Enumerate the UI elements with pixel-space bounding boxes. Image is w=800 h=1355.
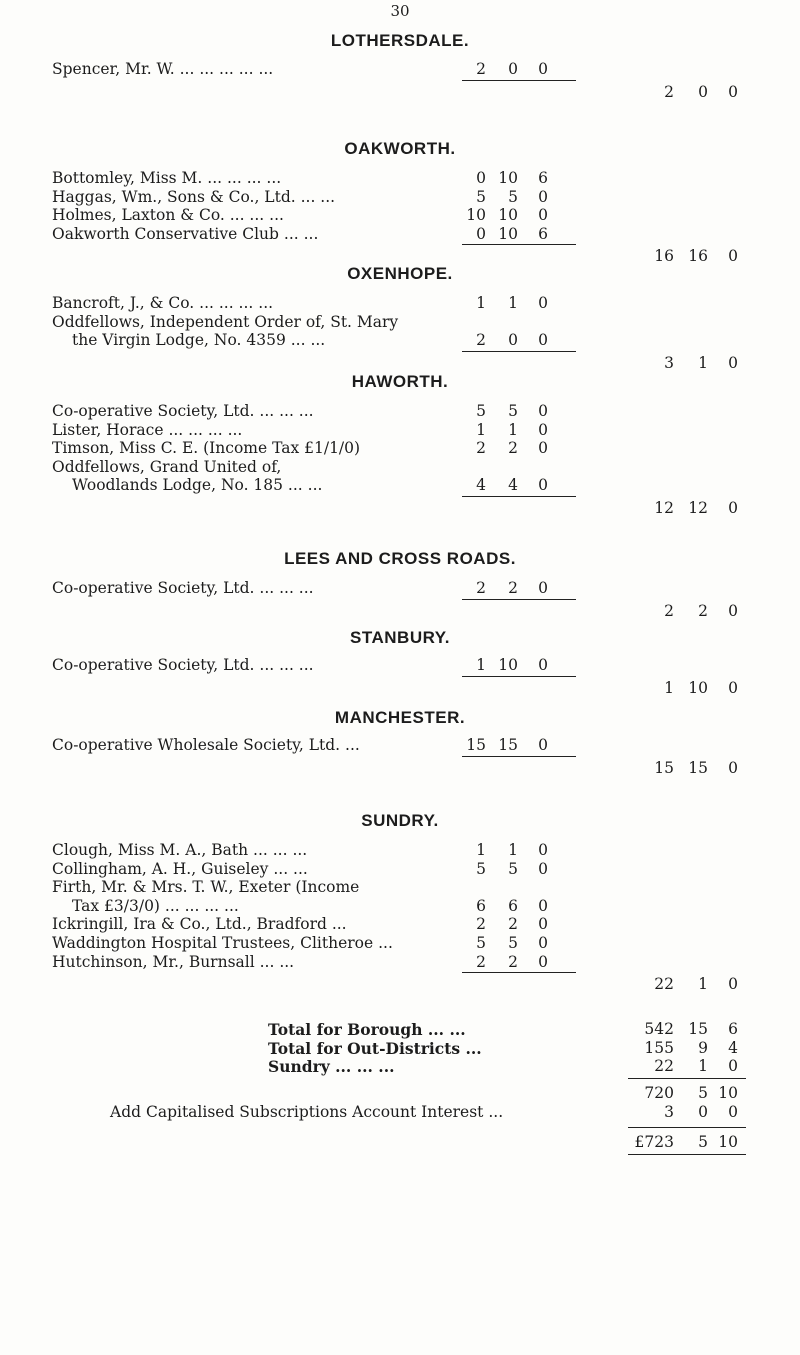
subtotal-rule xyxy=(462,676,576,677)
pounds-cell: 0 xyxy=(476,169,486,187)
pence-cell: 0 xyxy=(538,952,548,971)
section-heading: LOTHERSDALE. xyxy=(330,31,470,50)
pence-cell: 0 xyxy=(728,1103,738,1121)
grand-total-row xyxy=(0,1133,800,1153)
shillings-cell: 10 xyxy=(498,224,518,243)
row-label: Ickringill, Ira & Co., Ltd., Bradford ... xyxy=(52,915,347,934)
table-row xyxy=(0,934,800,954)
pence-cell: 6 xyxy=(538,224,548,243)
shillings-cell: 5 xyxy=(508,187,518,206)
pounds-cell: 2 xyxy=(476,439,486,458)
row-label: Bottomley, Miss M. ... ... ... ... xyxy=(52,169,282,187)
shillings-cell: 15 xyxy=(498,736,518,754)
pence-cell: 0 xyxy=(538,841,548,859)
summary-label: Sundry ... ... ... xyxy=(268,1057,395,1076)
subtotal-rule xyxy=(462,244,576,245)
pounds-cell: 155 xyxy=(644,1038,674,1057)
pounds-cell: 5 xyxy=(476,187,486,206)
section-heading: SUNDRY. xyxy=(361,811,439,830)
total-pounds: 2 xyxy=(664,601,674,620)
pence-cell: 0 xyxy=(538,402,548,420)
summary-label: Total for Borough ... ... xyxy=(268,1020,466,1039)
summary-label: Add Capitalised Subscriptions Account Interest ... xyxy=(110,1103,504,1121)
row-label: Woodlands Lodge, No. 185 ... ... xyxy=(72,476,323,495)
total-shillings: 0 xyxy=(698,82,708,101)
table-row xyxy=(0,206,800,226)
shillings-cell: 5 xyxy=(698,1084,708,1102)
pounds-cell: 1 xyxy=(476,841,486,859)
total-shillings: 1 xyxy=(698,353,708,372)
shillings-cell: 4 xyxy=(508,476,518,495)
pounds-cell: £723 xyxy=(634,1133,674,1151)
summary-row xyxy=(0,1039,800,1059)
table-row xyxy=(0,897,800,917)
pounds-cell: 10 xyxy=(466,206,486,225)
pounds-cell: 2 xyxy=(476,60,486,78)
total-pence: 0 xyxy=(728,975,738,994)
pounds-cell: 0 xyxy=(476,224,486,243)
pounds-cell: 6 xyxy=(476,896,486,915)
section-total xyxy=(0,499,800,519)
shillings-cell: 2 xyxy=(508,579,518,597)
total-pence: 0 xyxy=(728,247,738,266)
row-label: Haggas, Wm., Sons & Co., Ltd. ... ... xyxy=(52,187,336,206)
table-row xyxy=(0,860,800,880)
section-heading: OAKWORTH. xyxy=(344,139,456,158)
shillings-cell: 5 xyxy=(508,859,518,878)
table-row xyxy=(0,439,800,459)
section-heading: LEES AND CROSS ROADS. xyxy=(284,549,516,568)
total-pounds: 22 xyxy=(654,975,674,994)
pounds-cell: 5 xyxy=(476,859,486,878)
table-row xyxy=(0,736,800,756)
section-total xyxy=(0,602,800,622)
shillings-cell: 9 xyxy=(698,1038,708,1057)
shillings-cell: 2 xyxy=(508,439,518,458)
row-label: the Virgin Lodge, No. 4359 ... ... xyxy=(72,331,326,350)
total-shillings: 2 xyxy=(698,601,708,620)
pence-cell: 0 xyxy=(538,656,548,674)
shillings-cell: 5 xyxy=(508,934,518,952)
row-label: Co-operative Society, Ltd. ... ... ... xyxy=(52,402,314,420)
row-label: Waddington Hospital Trustees, Clitheroe ... xyxy=(52,934,393,952)
table-row xyxy=(0,656,800,676)
table-row xyxy=(0,60,800,80)
shillings-cell: 1 xyxy=(508,294,518,312)
summary-rule xyxy=(628,1078,746,1079)
row-label: Collingham, A. H., Guiseley ... ... xyxy=(52,859,308,878)
table-row xyxy=(0,579,800,599)
pounds-cell: 542 xyxy=(644,1020,674,1038)
total-pounds: 15 xyxy=(654,758,674,777)
pence-cell: 0 xyxy=(538,187,548,206)
section-heading: HAWORTH. xyxy=(351,372,449,391)
pence-cell: 0 xyxy=(538,476,548,495)
pounds-cell: 1 xyxy=(476,656,486,674)
table-row xyxy=(0,878,800,898)
total-shillings: 10 xyxy=(688,678,708,697)
total-shillings: 12 xyxy=(688,499,708,517)
row-label: Timson, Miss C. E. (Income Tax £1/1/0) xyxy=(52,439,361,458)
total-pounds: 1 xyxy=(664,678,674,697)
row-label: Firth, Mr. & Mrs. T. W., Exeter (Income xyxy=(52,878,360,897)
shillings-cell: 0 xyxy=(508,60,518,78)
subtotal-row xyxy=(0,1084,800,1104)
pounds-cell: 1 xyxy=(476,420,486,439)
section-total xyxy=(0,975,800,995)
table-row xyxy=(0,421,800,441)
grand-total-rule-top xyxy=(628,1127,746,1128)
shillings-cell: 1 xyxy=(508,420,518,439)
pence-cell: 0 xyxy=(538,915,548,934)
total-pounds: 12 xyxy=(654,499,674,517)
section-total xyxy=(0,354,800,374)
table-row xyxy=(0,188,800,208)
table-row xyxy=(0,458,800,478)
pence-cell: 0 xyxy=(538,934,548,952)
pence-cell: 0 xyxy=(538,331,548,350)
section-total xyxy=(0,679,800,699)
table-row xyxy=(0,169,800,189)
total-pence: 0 xyxy=(728,82,738,101)
shillings-cell: 2 xyxy=(508,915,518,934)
row-label: Clough, Miss M. A., Bath ... ... ... xyxy=(52,841,308,859)
total-pence: 0 xyxy=(728,758,738,777)
row-label: Co-operative Wholesale Society, Ltd. ... xyxy=(52,736,360,754)
section-heading: MANCHESTER. xyxy=(334,708,466,727)
grand-total-rule-bottom xyxy=(628,1154,746,1155)
total-pence: 0 xyxy=(728,678,738,697)
pounds-cell: 4 xyxy=(476,476,486,495)
summary-label: Total for Out-Districts ... xyxy=(268,1038,482,1058)
row-label: Lister, Horace ... ... ... ... xyxy=(52,420,243,439)
pence-cell: 0 xyxy=(538,294,548,312)
pence-cell: 0 xyxy=(538,859,548,878)
pence-cell: 0 xyxy=(538,579,548,597)
pence-cell: 0 xyxy=(538,420,548,439)
shillings-cell: 15 xyxy=(688,1020,708,1038)
table-row xyxy=(0,313,800,333)
total-pounds: 2 xyxy=(664,82,674,101)
pounds-cell: 2 xyxy=(476,952,486,971)
pounds-cell: 5 xyxy=(476,402,486,420)
shillings-cell: 10 xyxy=(498,206,518,225)
pounds-cell: 22 xyxy=(654,1057,674,1075)
pence-cell: 0 xyxy=(728,1057,738,1075)
shillings-cell: 5 xyxy=(698,1133,708,1151)
shillings-cell: 10 xyxy=(498,169,518,187)
subtotal-rule xyxy=(462,496,576,497)
pence-cell: 0 xyxy=(538,206,548,225)
summary-row xyxy=(0,1020,800,1040)
pounds-cell: 15 xyxy=(466,736,486,754)
pounds-cell: 2 xyxy=(476,915,486,934)
pence-cell: 0 xyxy=(538,896,548,915)
subtotal-rule xyxy=(462,972,576,973)
row-label: Spencer, Mr. W. ... ... ... ... ... xyxy=(52,60,274,78)
shillings-cell: 10 xyxy=(498,656,518,674)
subtotal-rule xyxy=(462,756,576,757)
pence-cell: 0 xyxy=(538,736,548,754)
shillings-cell: 0 xyxy=(508,331,518,350)
row-label: Holmes, Laxton & Co. ... ... ... xyxy=(52,206,284,225)
shillings-cell: 1 xyxy=(508,841,518,859)
total-pence: 0 xyxy=(728,353,738,372)
row-label: Co-operative Society, Ltd. ... ... ... xyxy=(52,579,314,597)
section-total xyxy=(0,759,800,779)
row-label: Oddfellows, Grand United of, xyxy=(52,457,282,476)
table-row xyxy=(0,331,800,351)
total-pounds: 3 xyxy=(664,353,674,372)
total-shillings: 1 xyxy=(698,975,708,994)
shillings-cell: 2 xyxy=(508,952,518,971)
section-heading: STANBURY. xyxy=(350,628,450,647)
table-row xyxy=(0,294,800,314)
total-pence: 0 xyxy=(728,499,738,517)
table-row xyxy=(0,915,800,935)
total-pence: 0 xyxy=(728,601,738,620)
row-label: Bancroft, J., & Co. ... ... ... ... xyxy=(52,294,274,312)
pence-cell: 0 xyxy=(538,60,548,78)
table-row xyxy=(0,476,800,496)
pence-cell: 10 xyxy=(718,1084,738,1102)
total-shillings: 15 xyxy=(688,758,708,777)
table-row xyxy=(0,225,800,245)
pounds-cell: 3 xyxy=(664,1103,674,1121)
subtotal-rule xyxy=(462,351,576,352)
page-number: 30 xyxy=(390,2,410,20)
row-label: Hutchinson, Mr., Burnsall ... ... xyxy=(52,952,295,971)
shillings-cell: 1 xyxy=(698,1057,708,1075)
subtotal-rule xyxy=(462,599,576,600)
shillings-cell: 6 xyxy=(508,896,518,915)
summary-row xyxy=(0,1057,800,1077)
total-shillings: 16 xyxy=(688,247,708,266)
shillings-cell: 0 xyxy=(698,1103,708,1121)
section-total xyxy=(0,83,800,103)
row-label: Co-operative Society, Ltd. ... ... ... xyxy=(52,656,314,674)
row-label: Tax £3/3/0) ... ... ... ... xyxy=(72,896,239,915)
subtotal-rule xyxy=(462,80,576,81)
pounds-cell: 1 xyxy=(476,294,486,312)
table-row xyxy=(0,402,800,422)
pence-cell: 4 xyxy=(728,1038,738,1057)
shillings-cell: 5 xyxy=(508,402,518,420)
table-row xyxy=(0,953,800,973)
table-row xyxy=(0,841,800,861)
row-label: Oakworth Conservative Club ... ... xyxy=(52,224,319,243)
section-heading: OXENHOPE. xyxy=(347,264,453,283)
pounds-cell: 2 xyxy=(476,579,486,597)
total-pounds: 16 xyxy=(654,247,674,266)
pence-cell: 0 xyxy=(538,439,548,458)
pence-cell: 6 xyxy=(728,1020,738,1038)
pence-cell: 10 xyxy=(718,1133,738,1151)
pounds-cell: 5 xyxy=(476,934,486,952)
pounds-cell: 720 xyxy=(644,1084,674,1102)
pence-cell: 6 xyxy=(538,169,548,187)
row-label: Oddfellows, Independent Order of, St. Mary xyxy=(52,312,399,331)
pounds-cell: 2 xyxy=(476,331,486,350)
interest-row xyxy=(0,1103,800,1123)
